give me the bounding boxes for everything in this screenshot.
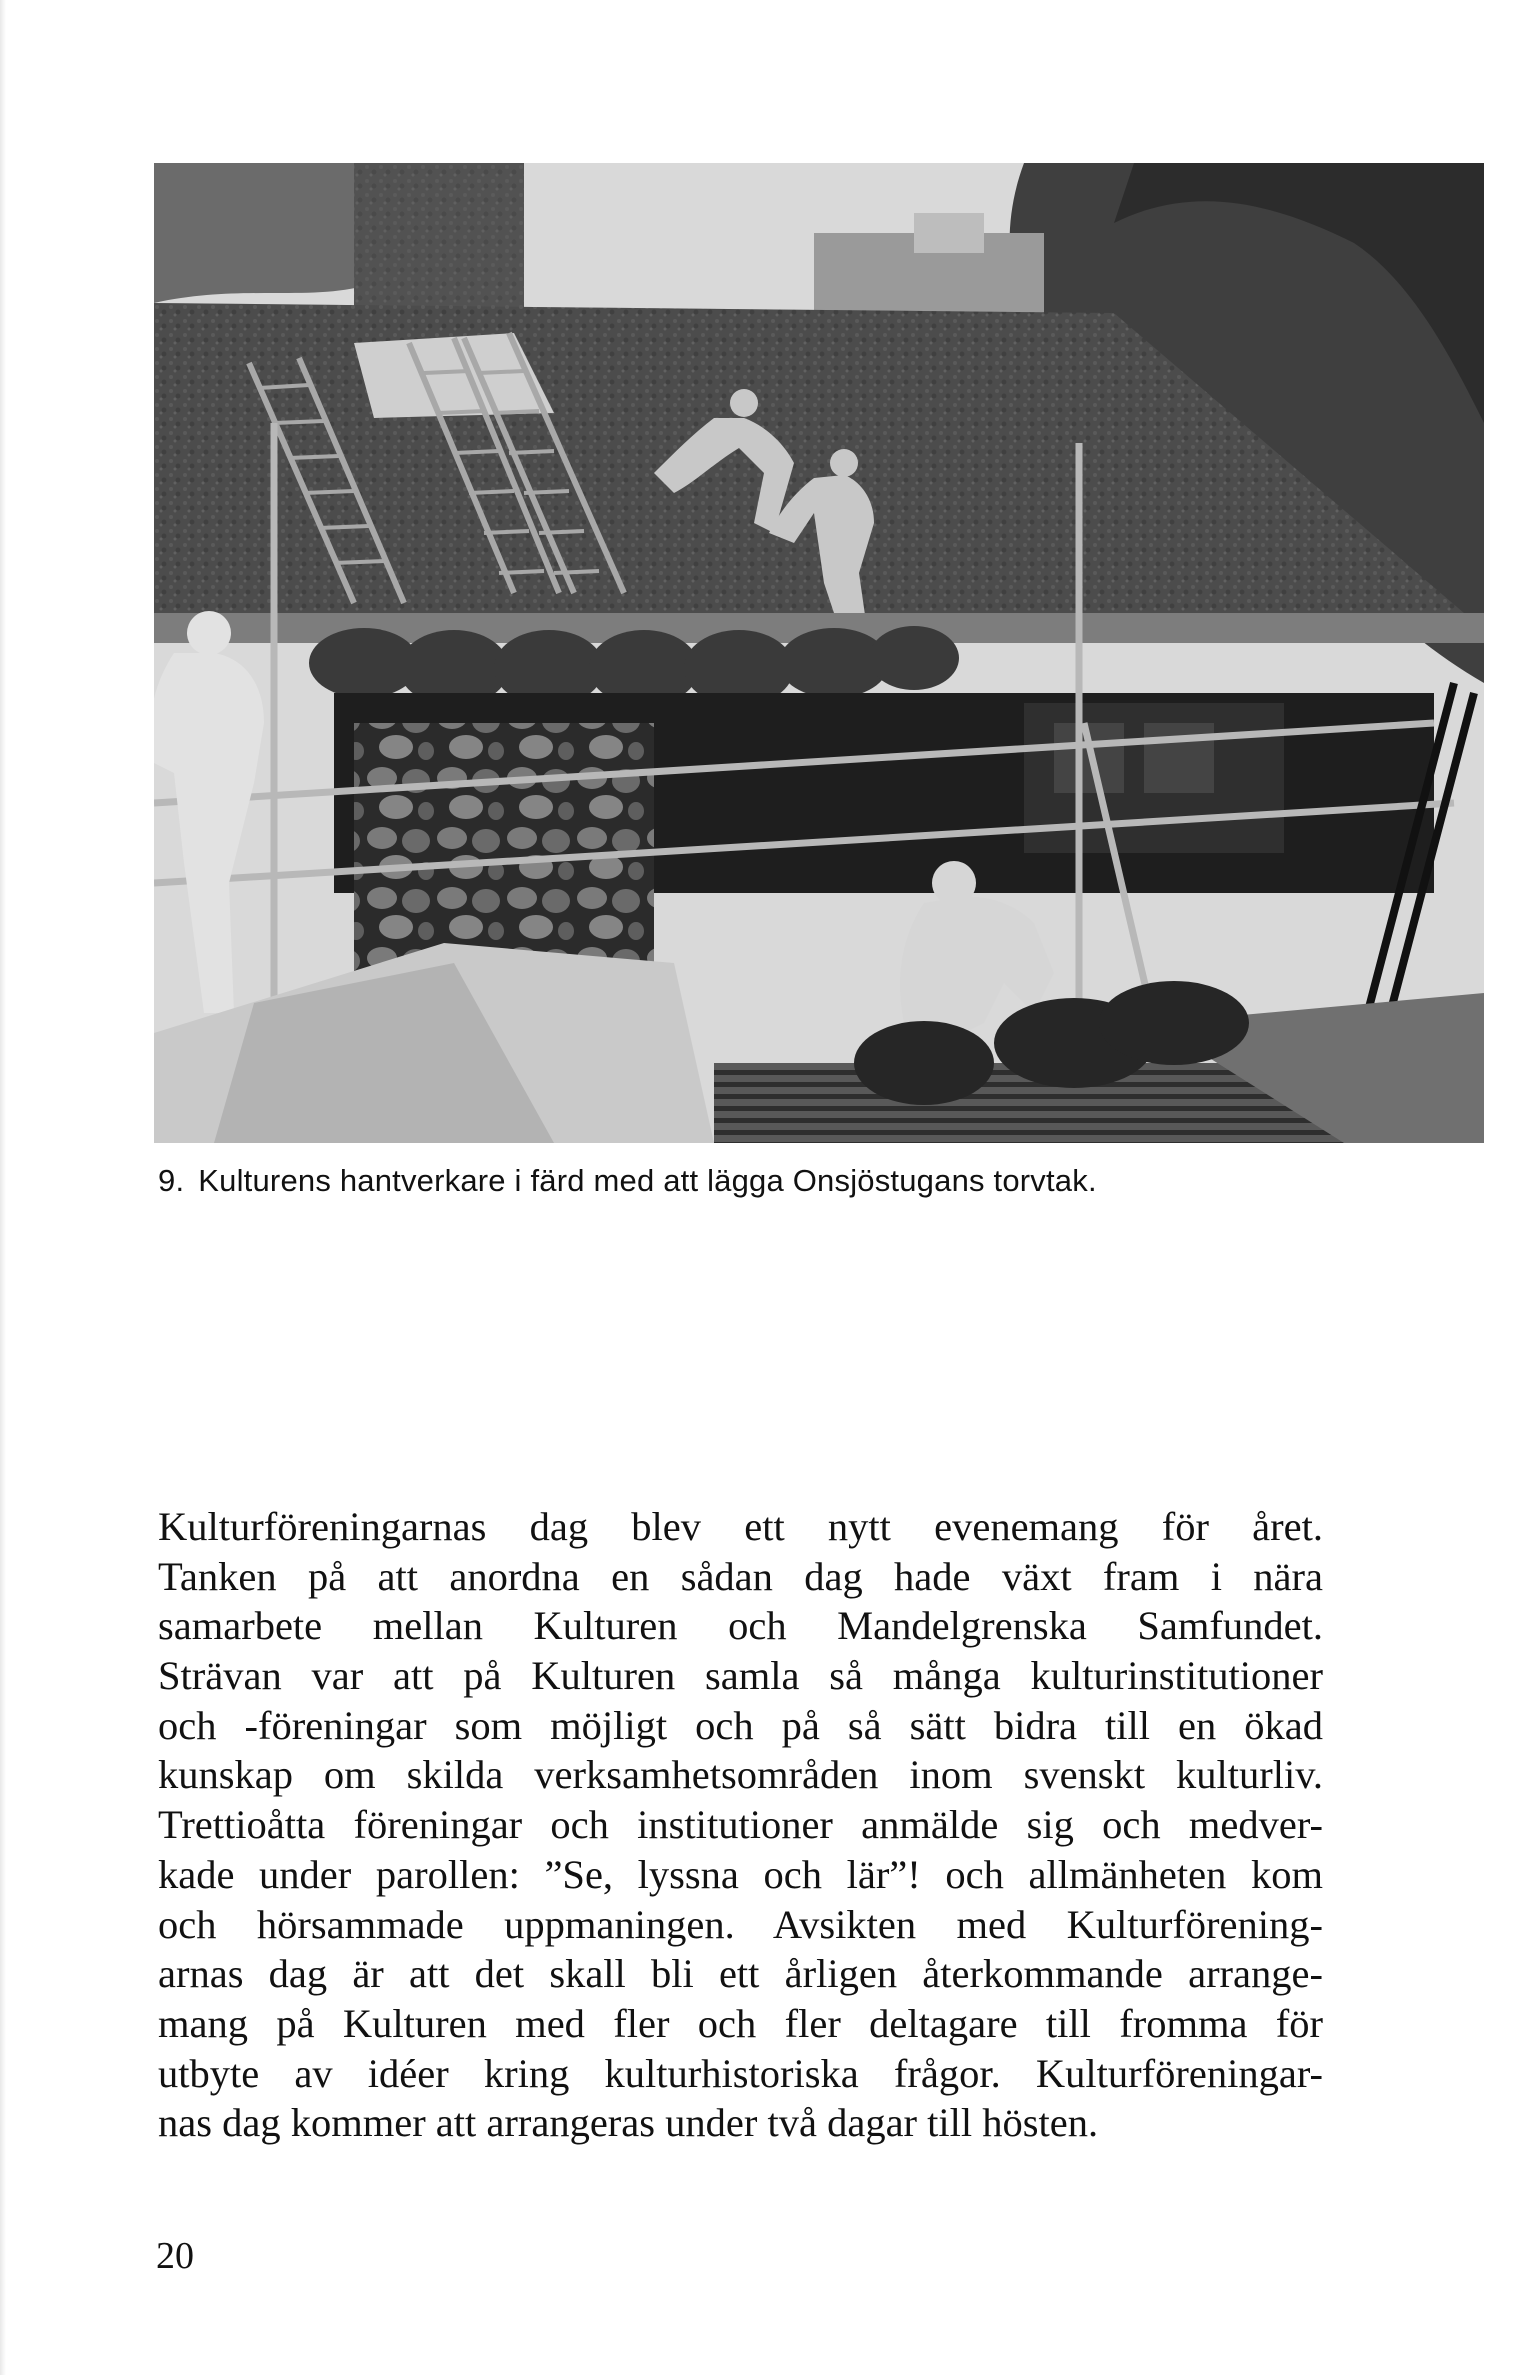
body-line: utbyte av idéer kring kulturhistoriska frågor. Kulturföreningar- xyxy=(158,2050,1323,2096)
body-line-last: nas dag kommer att arrangeras under två dagar till hösten. xyxy=(158,2100,1099,2146)
body-line: och -föreningar som möjligt och på så sätt bidra till en ökad xyxy=(158,1702,1323,1748)
body-line: kade under parollen: ”Se, lyssna och lär”! och allmänheten kom xyxy=(158,1851,1323,1897)
body-line: Kulturföreningarnas dag blev ett nytt evenemang för året. xyxy=(158,1504,1323,1549)
body-line: Tanken på att anordna en sådan dag hade växt fram i nära xyxy=(158,1553,1323,1599)
body-line: Trettioåtta föreningar och institutioner anmälde sig och medver- xyxy=(158,1802,1323,1848)
page-edge xyxy=(0,0,6,2375)
body-line: mang på Kulturen med fler och fler deltagare till fromma för xyxy=(158,2000,1323,2046)
body-line: Strävan var att på Kulturen samla så många kulturinstitutioner xyxy=(158,1653,1323,1699)
body-paragraph xyxy=(158,1502,1323,2148)
photograph-turf-roof xyxy=(154,163,1484,1143)
body-line: arnas dag är att det skall bli ett årligen återkommande arrange- xyxy=(158,1951,1323,1997)
body-line: och hörsammade uppmaningen. Avsikten med Kulturförening- xyxy=(158,1901,1323,1947)
body-line: kunskap om skilda verksamhetsområden inom svenskt kulturliv. xyxy=(158,1752,1323,1798)
photo-illustration xyxy=(154,163,1484,1143)
body-line: samarbete mellan Kulturen och Mandelgrenska Samfundet. xyxy=(158,1603,1323,1649)
figure-number: 9. xyxy=(158,1163,185,1198)
page-number: 20 xyxy=(156,2235,194,2277)
figure-caption xyxy=(158,1163,1458,1199)
figure-caption-text: Kulturens hantverkare i färd med att lägga Onsjöstugans torvtak. xyxy=(198,1163,1097,1198)
